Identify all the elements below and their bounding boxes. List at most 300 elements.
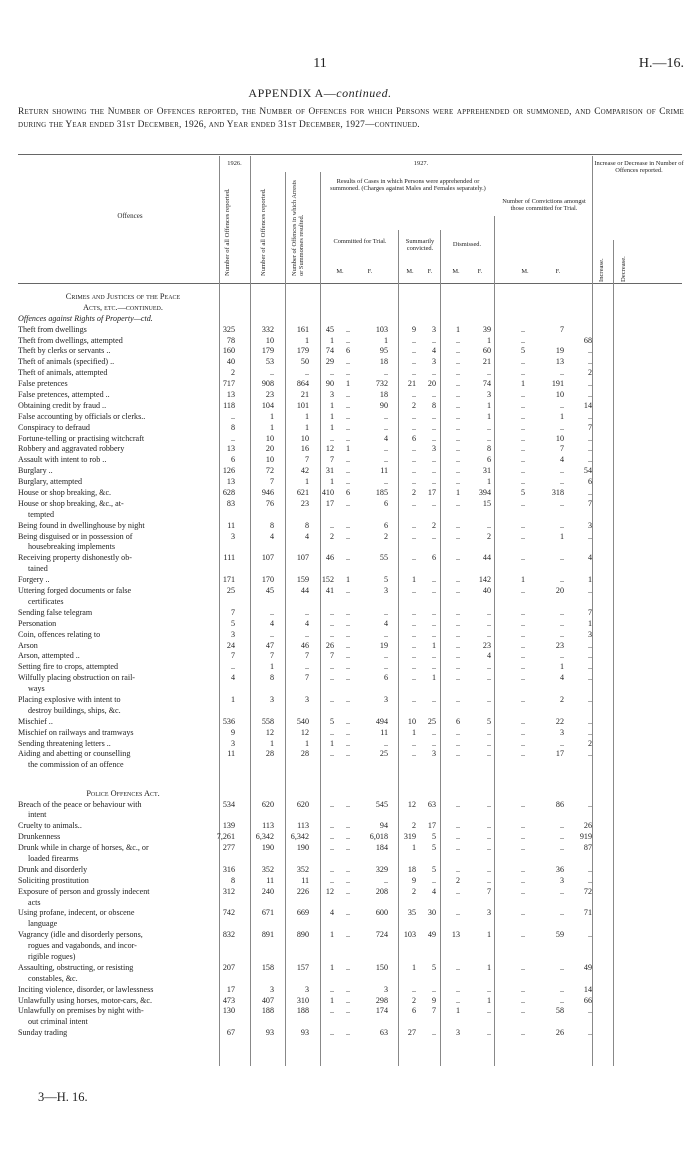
table-cell: 1 — [345, 379, 350, 389]
table-cell: 150 — [375, 962, 388, 972]
table-cell: .. — [455, 607, 460, 617]
table-cell: .. — [455, 553, 460, 563]
table-cell: 352 — [261, 864, 274, 874]
table-cell: 3 — [304, 984, 309, 994]
table-cell: 1 — [345, 444, 350, 454]
table-cell: .. — [411, 673, 416, 683]
table-cell: .. — [431, 455, 436, 465]
table-cell: 1 — [329, 738, 334, 748]
table-cell: .. — [520, 1028, 525, 1038]
table-cell: 410 — [321, 488, 334, 498]
offence-label: Vagrancy (idle and disorderly persons, — [18, 930, 143, 940]
table-cell: 45 — [265, 586, 274, 596]
header-reported-1926: Number of all Offences reported. — [224, 188, 231, 276]
table-cell: 7 — [304, 455, 309, 465]
table-cell: 13 — [555, 357, 564, 367]
table-cell: 18 — [379, 390, 388, 400]
table-cell: 208 — [375, 886, 388, 896]
table-cell: .. — [559, 575, 564, 585]
table-cell: .. — [329, 618, 334, 628]
table-cell: .. — [345, 799, 350, 809]
table-cell: .. — [411, 586, 416, 596]
offence-label: Theft by clerks or servants .. — [18, 346, 111, 356]
offence-label: rigible rogues) — [28, 951, 76, 961]
table-cell: 1 — [329, 930, 334, 940]
table-cell: 1 — [559, 662, 564, 672]
offence-label: Being found in dwellinghouse by night — [18, 520, 145, 530]
table-cell: .. — [455, 886, 460, 896]
table-cell: .. — [431, 575, 436, 585]
table-cell: .. — [520, 324, 525, 334]
offence-label: Police Offences Act. — [86, 788, 160, 798]
table-cell: .. — [329, 843, 334, 853]
table-cell: 159 — [296, 575, 309, 585]
table-cell: 3 — [431, 444, 436, 454]
table-cell: 40 — [226, 357, 235, 367]
table-cell: .. — [329, 832, 334, 842]
table-cell: 10 — [265, 433, 274, 443]
table-cell: .. — [486, 738, 491, 748]
offence-label: False pretences — [18, 379, 68, 389]
offence-label: Being disguised or in possession of — [18, 531, 133, 541]
table-cell: 17 — [427, 488, 436, 498]
table-row — [18, 314, 684, 325]
table-cell: 1 — [329, 335, 334, 345]
page-reference: H.—16. — [638, 56, 684, 71]
table-cell: .. — [345, 832, 350, 842]
table-cell: 9 — [411, 875, 416, 885]
table-cell: 113 — [297, 821, 309, 831]
table-row — [18, 379, 684, 390]
table-cell: 946 — [261, 488, 274, 498]
table-cell: 536 — [222, 716, 235, 726]
table-cell: 1 — [329, 422, 334, 432]
table-cell: 28 — [265, 749, 274, 759]
table-row — [18, 510, 684, 521]
table-cell: .. — [345, 357, 350, 367]
table-cell: 1 — [230, 694, 235, 704]
table-cell: .. — [304, 629, 309, 639]
table-cell: 27 — [407, 1028, 416, 1038]
table-cell: 7 — [329, 455, 334, 465]
appendix-title-main: APPENDIX A— — [248, 86, 337, 100]
table-row — [18, 444, 684, 455]
table-cell: 919 — [579, 832, 592, 842]
table-top-rule — [18, 154, 682, 155]
table-cell: .. — [520, 368, 525, 378]
table-row — [18, 854, 684, 865]
table-cell: .. — [520, 864, 525, 874]
table-row — [18, 996, 684, 1007]
table-cell: 21 — [407, 379, 416, 389]
table-cell: .. — [431, 422, 436, 432]
table-cell: 86 — [555, 799, 564, 809]
table-cell: 152 — [321, 575, 334, 585]
table-cell: .. — [486, 821, 491, 831]
table-cell: .. — [329, 821, 334, 831]
table-cell: .. — [383, 444, 388, 454]
table-row — [18, 368, 684, 379]
table-cell: 78 — [226, 335, 235, 345]
table-cell: .. — [455, 466, 460, 476]
table-cell: .. — [411, 390, 416, 400]
table-cell: .. — [383, 875, 388, 885]
table-cell: 4 — [304, 618, 309, 628]
table-cell: 3 — [269, 984, 274, 994]
offences-table-body — [18, 292, 684, 1039]
table-cell: 55 — [379, 553, 388, 563]
table-cell: 8 — [230, 875, 235, 885]
table-cell: 2 — [411, 995, 416, 1005]
offence-label: certificates — [28, 596, 64, 606]
table-cell: .. — [345, 553, 350, 563]
table-cell: 669 — [296, 908, 309, 918]
table-cell: 107 — [261, 553, 274, 563]
table-cell: .. — [520, 995, 525, 1005]
table-cell: 160 — [222, 346, 235, 356]
table-cell: 318 — [551, 488, 564, 498]
table-cell: 188 — [296, 1006, 309, 1016]
table-cell: .. — [520, 629, 525, 639]
table-row — [18, 532, 684, 543]
table-cell: 42 — [300, 466, 309, 476]
table-cell: 1 — [329, 477, 334, 487]
table-cell: 2 — [411, 400, 416, 410]
table-cell: .. — [587, 694, 592, 704]
table-cell: 4 — [329, 908, 334, 918]
table-spacer — [18, 771, 684, 788]
header-offences: Offences — [117, 212, 143, 220]
table-cell: 6 — [383, 498, 388, 508]
table-cell: .. — [345, 738, 350, 748]
table-row — [18, 423, 684, 434]
offence-label: tained — [28, 564, 48, 574]
table-cell: 890 — [296, 930, 309, 940]
table-cell: .. — [520, 886, 525, 896]
header-arrests: Number of Offences in which Arrests or Summonses resulted. — [291, 180, 305, 276]
table-cell: .. — [431, 875, 436, 885]
table-cell: 8 — [304, 520, 309, 530]
table-cell: .. — [329, 1006, 334, 1016]
table-row — [18, 941, 684, 952]
table-row — [18, 619, 684, 630]
table-cell: 46 — [325, 553, 334, 563]
table-cell: .. — [587, 864, 592, 874]
offence-label: Burglary .. — [18, 466, 53, 476]
table-cell: 1 — [304, 738, 309, 748]
table-cell: 10 — [555, 390, 564, 400]
table-row — [18, 651, 684, 662]
table-cell: 9 — [230, 727, 235, 737]
table-cell: .. — [486, 984, 491, 994]
table-cell: 11 — [227, 749, 235, 759]
table-cell: .. — [559, 400, 564, 410]
table-cell: 6 — [411, 1006, 416, 1016]
table-cell: 3 — [230, 738, 235, 748]
offence-label: Arson, attempted .. — [18, 651, 80, 661]
table-cell: 16 — [300, 444, 309, 454]
table-cell: 3 — [329, 390, 334, 400]
offence-label: loaded firearms — [28, 853, 79, 863]
table-cell: 1 — [329, 962, 334, 972]
table-cell: 7 — [587, 607, 592, 617]
table-cell: 2 — [486, 531, 491, 541]
table-cell: .. — [455, 390, 460, 400]
table-cell: 5 — [520, 488, 525, 498]
offence-label: House or shop breaking, &c. — [18, 488, 112, 498]
offence-label: Sending threatening letters .. — [18, 738, 111, 748]
table-cell: 63 — [379, 1028, 388, 1038]
table-cell: 161 — [296, 324, 309, 334]
table-cell: 1 — [486, 411, 491, 421]
table-cell: 732 — [375, 379, 388, 389]
table-cell: .. — [329, 520, 334, 530]
table-cell: 24 — [226, 640, 235, 650]
table-cell: .. — [587, 1028, 592, 1038]
table-cell: .. — [383, 455, 388, 465]
table-row — [18, 455, 684, 466]
table-cell: .. — [520, 607, 525, 617]
table-cell: .. — [520, 727, 525, 737]
table-cell: 6 — [345, 488, 350, 498]
table-row — [18, 1017, 684, 1028]
table-cell: .. — [559, 422, 564, 432]
table-cell: 53 — [265, 357, 274, 367]
table-cell: .. — [411, 553, 416, 563]
table-cell: .. — [411, 455, 416, 465]
table-cell: .. — [520, 651, 525, 661]
table-cell: 319 — [403, 832, 416, 842]
table-cell: .. — [383, 629, 388, 639]
table-cell: .. — [345, 1028, 350, 1038]
appendix-title-suffix: continued. — [336, 86, 392, 100]
offence-label: rogues and vagabonds, and incor- — [28, 941, 137, 951]
offence-label: House or shop breaking, &c., at- — [18, 498, 124, 508]
table-cell: 3 — [431, 357, 436, 367]
table-cell: .. — [230, 411, 235, 421]
table-cell: 157 — [296, 962, 309, 972]
table-cell: 226 — [296, 886, 309, 896]
offence-label: housebreaking implements — [28, 542, 115, 552]
table-cell: 1 — [411, 575, 416, 585]
table-cell: 316 — [222, 864, 235, 874]
table-cell: 1 — [411, 843, 416, 853]
table-cell: .. — [486, 875, 491, 885]
offence-label: Mischief on railways and tramways — [18, 727, 134, 737]
table-cell: .. — [345, 962, 350, 972]
table-cell: 6 — [587, 477, 592, 487]
table-row — [18, 521, 684, 532]
table-cell: .. — [559, 607, 564, 617]
table-cell: .. — [455, 335, 460, 345]
table-cell: 332 — [261, 324, 274, 334]
table-cell: .. — [431, 727, 436, 737]
table-cell: 41 — [325, 586, 334, 596]
table-cell: 36 — [555, 864, 564, 874]
table-cell: .. — [559, 738, 564, 748]
table-cell: 6 — [383, 673, 388, 683]
table-cell: 21 — [482, 357, 491, 367]
table-cell: 13 — [226, 390, 235, 400]
table-cell: 71 — [583, 908, 592, 918]
table-cell: .. — [411, 357, 416, 367]
table-cell: .. — [455, 433, 460, 443]
table-cell: 7 — [230, 607, 235, 617]
table-cell: 23 — [300, 498, 309, 508]
table-cell: .. — [411, 520, 416, 530]
table-cell: 21 — [300, 390, 309, 400]
table-cell: 600 — [375, 908, 388, 918]
table-cell: 94 — [379, 821, 388, 831]
table-cell: .. — [455, 422, 460, 432]
section-heading — [18, 292, 684, 303]
table-cell: .. — [455, 738, 460, 748]
appendix-title — [0, 86, 640, 101]
table-cell: .. — [345, 477, 350, 487]
header-reported-1927: Number of all Offences reported. — [260, 188, 267, 276]
table-cell: 22 — [555, 716, 564, 726]
table-cell: 1 — [520, 575, 525, 585]
table-cell: .. — [520, 390, 525, 400]
table-cell: .. — [411, 335, 416, 345]
table-cell: .. — [559, 995, 564, 1005]
table-header-rule — [18, 283, 682, 284]
table-row — [18, 908, 684, 919]
table-cell: .. — [411, 346, 416, 356]
table-cell: 17 — [427, 821, 436, 831]
table-cell: 11 — [380, 466, 388, 476]
table-cell: 174 — [375, 1006, 388, 1016]
table-cell: 298 — [375, 995, 388, 1005]
table-cell: 2 — [411, 886, 416, 896]
table-row — [18, 985, 684, 996]
table-cell: 329 — [375, 864, 388, 874]
table-cell: 2 — [559, 694, 564, 704]
table-cell: 717 — [222, 379, 235, 389]
table-cell: 352 — [296, 864, 309, 874]
table-cell: 93 — [265, 1028, 274, 1038]
offence-label: Drunk while in charge of horses, &c., or — [18, 843, 149, 853]
table-cell: .. — [383, 662, 388, 672]
table-cell: .. — [383, 738, 388, 748]
table-cell: .. — [486, 629, 491, 639]
table-cell: .. — [431, 629, 436, 639]
section-heading — [18, 789, 684, 800]
table-cell: 25 — [427, 716, 436, 726]
table-row — [18, 843, 684, 854]
offence-label: Receiving property dishonestly ob- — [18, 553, 132, 563]
table-cell: 1 — [329, 411, 334, 421]
table-cell: .. — [329, 694, 334, 704]
header-dismissed-f: F. — [477, 268, 483, 275]
table-cell: 44 — [300, 586, 309, 596]
table-cell: 45 — [325, 324, 334, 334]
table-cell: .. — [486, 843, 491, 853]
table-row — [18, 346, 684, 357]
table-row — [18, 553, 684, 564]
table-cell: .. — [455, 629, 460, 639]
table-cell: 23 — [555, 640, 564, 650]
table-cell: 39 — [482, 324, 491, 334]
table-cell: .. — [345, 368, 350, 378]
table-cell: .. — [431, 738, 436, 748]
table-cell: .. — [329, 749, 334, 759]
table-cell: 325 — [222, 324, 235, 334]
table-cell: .. — [455, 531, 460, 541]
table-cell: 3 — [383, 694, 388, 704]
table-cell: .. — [345, 673, 350, 683]
table-cell: .. — [431, 466, 436, 476]
table-cell: 8 — [431, 400, 436, 410]
table-row — [18, 641, 684, 652]
header-convictions-m: M. — [521, 268, 529, 275]
table-cell: .. — [329, 368, 334, 378]
table-row — [18, 542, 684, 553]
offence-label: language — [28, 919, 58, 929]
table-cell: .. — [230, 662, 235, 672]
table-cell: .. — [329, 1028, 334, 1038]
table-cell: 1 — [486, 477, 491, 487]
offence-label: Crimes and Justices of the Peace — [65, 292, 181, 301]
table-cell: .. — [431, 477, 436, 487]
table-cell: 10 — [555, 433, 564, 443]
table-cell: .. — [411, 618, 416, 628]
table-cell: 620 — [261, 799, 274, 809]
header-year-1927: 1927. — [413, 160, 429, 167]
table-cell: 76 — [265, 498, 274, 508]
table-cell: .. — [520, 411, 525, 421]
table-cell: 54 — [583, 466, 592, 476]
offence-label: Assaulting, obstructing, or resisting — [18, 962, 134, 972]
table-cell: 6 — [486, 455, 491, 465]
table-cell: 1 — [329, 400, 334, 410]
table-cell: 628 — [222, 488, 235, 498]
table-cell: .. — [455, 477, 460, 487]
table-cell: 6,018 — [369, 832, 388, 842]
table-cell: 40 — [482, 586, 491, 596]
table-cell: .. — [559, 908, 564, 918]
table-cell: .. — [411, 640, 416, 650]
table-cell: 23 — [265, 390, 274, 400]
table-cell: .. — [455, 832, 460, 842]
table-row — [18, 898, 684, 909]
table-cell: 6 — [431, 553, 436, 563]
offence-label: Sunday trading — [18, 1028, 68, 1038]
table-cell: .. — [329, 727, 334, 737]
offence-label: Robbery and aggravated robbery — [18, 444, 125, 454]
table-cell: 494 — [375, 716, 388, 726]
table-cell: 49 — [583, 962, 592, 972]
table-cell: 7 — [587, 498, 592, 508]
table-cell: .. — [486, 520, 491, 530]
table-cell: 1 — [383, 335, 388, 345]
table-cell: 4 — [383, 618, 388, 628]
table-cell: 207 — [222, 962, 235, 972]
table-cell: 5 — [486, 716, 491, 726]
table-cell: 12 — [300, 727, 309, 737]
table-cell: .. — [486, 1028, 491, 1038]
table-cell: .. — [431, 390, 436, 400]
table-cell: .. — [345, 995, 350, 1005]
table-cell: .. — [411, 368, 416, 378]
table-cell: 724 — [375, 930, 388, 940]
table-cell: 10 — [265, 455, 274, 465]
table-cell: 19 — [555, 346, 564, 356]
table-cell: 3 — [455, 1028, 460, 1038]
offence-label: Fortune-telling or practising witchcraft — [18, 433, 145, 443]
table-cell: 74 — [325, 346, 334, 356]
offence-label: tempted — [28, 509, 55, 519]
